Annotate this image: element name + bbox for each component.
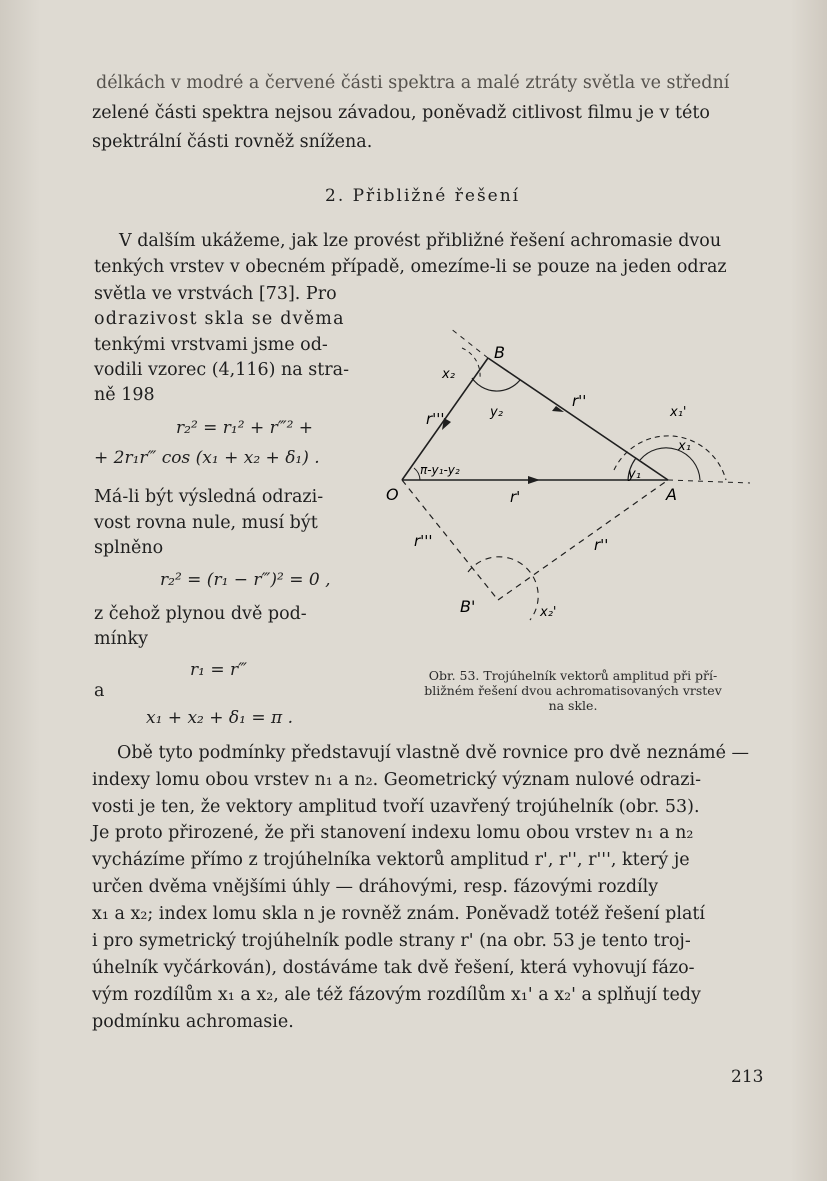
top-line-2: zelené části spektra nejsou závadou, poněvadž citlivost filmu je v této <box>92 103 710 123</box>
label-y2: y₂ <box>490 405 503 420</box>
left-col2-line-3: splněno <box>94 538 164 558</box>
left-col3-line-1: z čehož plynou dvě pod- <box>94 604 307 624</box>
formula-condition-1: r₁ = r‴ <box>190 660 247 680</box>
bottom-line-2: indexy lomu obou vrstev n₁ a n₂. Geometrický význam nulové odrazi- <box>92 770 702 790</box>
label-x1-prime: x₁' <box>670 405 687 420</box>
bottom-line-8: i pro symetrický trojúhelník podle strany r' (na obr. 53 je tento troj- <box>92 931 691 951</box>
caption-line-3: na skle. <box>548 698 598 713</box>
label-r-double-dashed: r'' <box>594 536 609 554</box>
bottom-line-10: vým rozdílům x₁ a x₂, ale též fázovým rozdílům x₁' a x₂' a splňují tedy <box>92 985 701 1005</box>
dashed-extension-b <box>450 328 488 358</box>
label-r-triple-dashed: r''' <box>414 532 433 550</box>
formula-condition-2: x₁ + x₂ + δ₁ = π . <box>146 708 293 728</box>
left-col-line-4: ně 198 <box>94 385 155 405</box>
bottom-line-4: Je proto přirozené, že při stanovení indexu lomu obou vrstev n₁ a n₂ <box>92 823 694 843</box>
bottom-line-11: podmínku achromasie. <box>92 1012 294 1032</box>
left-col-line-2: tenkými vrstvami jsme od- <box>94 335 328 355</box>
label-r-triple: r''' <box>426 410 445 428</box>
label-B: B <box>494 343 505 362</box>
dashed-extension-a <box>668 480 750 483</box>
intro-line-3: světla ve vrstvách [73]. Pro <box>94 284 337 304</box>
bottom-line-9: úhelník vyčárkován), dostáváme tak dvě řešení, která vyhovují fázo- <box>92 958 695 978</box>
bottom-line-1: Obě tyto podmínky představují vlastně dvě rovnice pro dvě neznámé — <box>117 743 750 763</box>
angle-arc-y2 <box>472 378 520 391</box>
formula-zero-reflectance: r₂² = (r₁ − r‴)² = 0 , <box>160 570 331 590</box>
left-col2-line-1: Má-li být výsledná odrazi- <box>94 487 324 507</box>
label-angle-o: π-y₁-y₂ <box>420 463 460 477</box>
label-x2: x₂ <box>442 367 455 382</box>
label-x2-prime: x₂' <box>540 605 557 620</box>
label-r-prime: r' <box>510 488 521 506</box>
conjunction-a: a <box>94 681 105 701</box>
label-A: A <box>666 485 677 504</box>
left-col2-line-2: vost rovna nule, musí být <box>94 513 318 533</box>
caption-line-2: bližném řešení dvou achromatisovaných vrstev <box>424 683 722 698</box>
bottom-line-6: určen dvěma vnějšími úhly — dráhovými, resp. fázovými rozdíly <box>92 877 659 897</box>
angle-arc-b-prime <box>468 557 538 620</box>
dashed-r-double-line <box>498 480 668 600</box>
formula-reflectance-line-2: + 2r₁r‴ cos (x₁ + x₂ + δ₁) . <box>94 448 320 468</box>
top-line-1: délkách v modré a červené části spektra a malé ztráty světla ve střední <box>96 73 730 93</box>
formula-reflectance-line-1: r₂² = r₁² + r‴² + <box>176 418 314 438</box>
intro-line-2: tenkých vrstev v obecném případě, omezíme-li se pouze na jeden odraz <box>94 257 727 277</box>
vector-r-double-line <box>488 358 668 480</box>
bottom-line-3: vosti je ten, že vektory amplitud tvoří uzavřený trojúhelník (obr. 53). <box>92 797 700 817</box>
label-O: O <box>386 485 399 504</box>
page-number: 213 <box>731 1067 764 1087</box>
left-col-line-1: odrazivost skla se dvěma <box>94 309 345 329</box>
label-B-prime: B' <box>460 597 476 616</box>
bottom-line-7: x₁ a x₂; index lomu skla n je rovněž znám. Poněvadž totéž řešení platí <box>92 904 706 924</box>
caption-line-1: Obr. 53. Trojúhelník vektorů amplitud při pří- <box>428 668 718 683</box>
section-heading: 2. Přibližné řešení <box>325 186 521 206</box>
bottom-line-5: vycházíme přímo z trojúhelníka vektorů amplitud r', r'', r''', který je <box>92 850 690 870</box>
figure-caption <box>383 668 763 713</box>
label-r-double: r'' <box>572 392 587 410</box>
label-y1: y₁ <box>628 467 641 482</box>
top-line-3: spektrální části rovněž snížena. <box>92 132 373 152</box>
left-col3-line-2: mínky <box>94 629 148 649</box>
label-x1: x₁ <box>678 439 691 454</box>
intro-line-1: V dalším ukážeme, jak lze provést přibližné řešení achromasie dvou <box>119 231 722 251</box>
figure-vector-triangle <box>380 320 760 670</box>
left-col-line-3: vodili vzorec (4,116) na stra- <box>94 360 350 380</box>
arrow-r-prime <box>528 476 540 484</box>
angle-arc-x1 <box>640 448 700 480</box>
